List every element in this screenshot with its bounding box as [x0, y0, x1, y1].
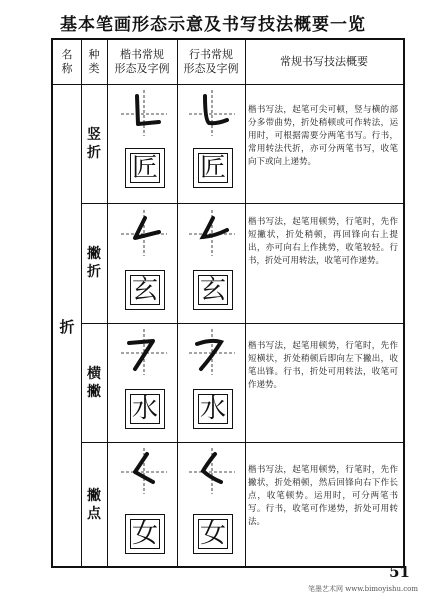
example-char: 匠 [199, 153, 226, 183]
header-name: 名 称 [61, 48, 73, 75]
stroke-name-shuzhe: 竖 折 [87, 126, 101, 161]
char-box [125, 148, 165, 188]
stroke-table [51, 38, 405, 568]
technique-note: 楷书写法，起笔用顿势，行笔时，先作短撇状，折处稍顿，再回锋向右上提出，亦可向右上作挑势，收笔较轻。行书，折处可用转法，收笔可作递势。 [248, 217, 398, 266]
kaishu-example [115, 90, 173, 200]
stroke-diagram [183, 90, 241, 140]
kaishu-example [115, 210, 173, 320]
technique-note: 楷书写法，起笔用顿势，行笔时，先作撇状，折处稍顿，然后回锋向右下作长点，收笔顿势。运用时，可分两笔书写。行书，收笔可作递势，折处可用转法。 [248, 465, 398, 527]
example-char: 匠 [131, 153, 158, 183]
stroke-diagram [115, 448, 173, 498]
header-type: 种 类 [88, 48, 100, 75]
stroke-diagram [183, 210, 241, 260]
char-box [125, 270, 165, 310]
example-char: 水 [131, 394, 158, 424]
technique-note: 楷书写法，起笔可尖可顿，竖与横的部分多带曲势，折处稍顿或可作转法，运用时，可根据需要分两笔书写。行书，常用转法代折，亦可分两笔书写，收笔向下或向上递势。 [248, 105, 398, 167]
char-box [193, 270, 233, 310]
page-title: 基本笔画形态示意及书写技法概要一览 [60, 15, 366, 35]
column-divider [107, 40, 108, 566]
xingshu-example [183, 329, 241, 439]
xingshu-example [183, 448, 241, 564]
example-char: 女 [131, 519, 158, 549]
example-char: 女 [199, 519, 226, 549]
kaishu-example [115, 329, 173, 439]
example-char: 玄 [131, 275, 158, 305]
xingshu-example [183, 210, 241, 320]
column-divider [177, 40, 178, 566]
stroke-name-piezhe: 撇 折 [87, 246, 101, 280]
category-label: 折 [59, 317, 75, 336]
char-box [193, 514, 233, 554]
char-box [193, 389, 233, 429]
char-box [125, 389, 165, 429]
header-xingshu: 行书常规 形态及字例 [183, 48, 239, 75]
watermark: 笔墨艺术网 www.bimoyishu.com [308, 585, 418, 593]
column-divider [245, 40, 246, 566]
stroke-name-hengpie: 横 撇 [87, 365, 101, 400]
row-divider [81, 203, 403, 204]
kaishu-example [115, 448, 173, 564]
char-box [193, 148, 233, 188]
example-char: 玄 [199, 275, 226, 305]
example-char: 水 [199, 394, 226, 424]
technique-note: 楷书写法，起笔用顿势，行笔时，先作短横状，折处稍顿后即向左下撇出，收笔出锋。行书，折处可用转法，收笔可作递势。 [248, 341, 398, 390]
header-technique: 常规书写技法概要 [280, 55, 368, 68]
row-divider [81, 442, 403, 443]
stroke-diagram [183, 329, 241, 379]
char-box [125, 514, 165, 554]
stroke-diagram [115, 90, 173, 140]
page-number: 51 [389, 563, 410, 581]
stroke-name-piedian: 撇 点 [87, 488, 101, 522]
row-divider [81, 323, 403, 324]
header-kaishu: 楷书常规 形态及字例 [114, 48, 170, 75]
stroke-diagram [115, 329, 173, 379]
xingshu-example [183, 90, 241, 200]
stroke-diagram [115, 210, 173, 260]
stroke-diagram [183, 448, 241, 498]
